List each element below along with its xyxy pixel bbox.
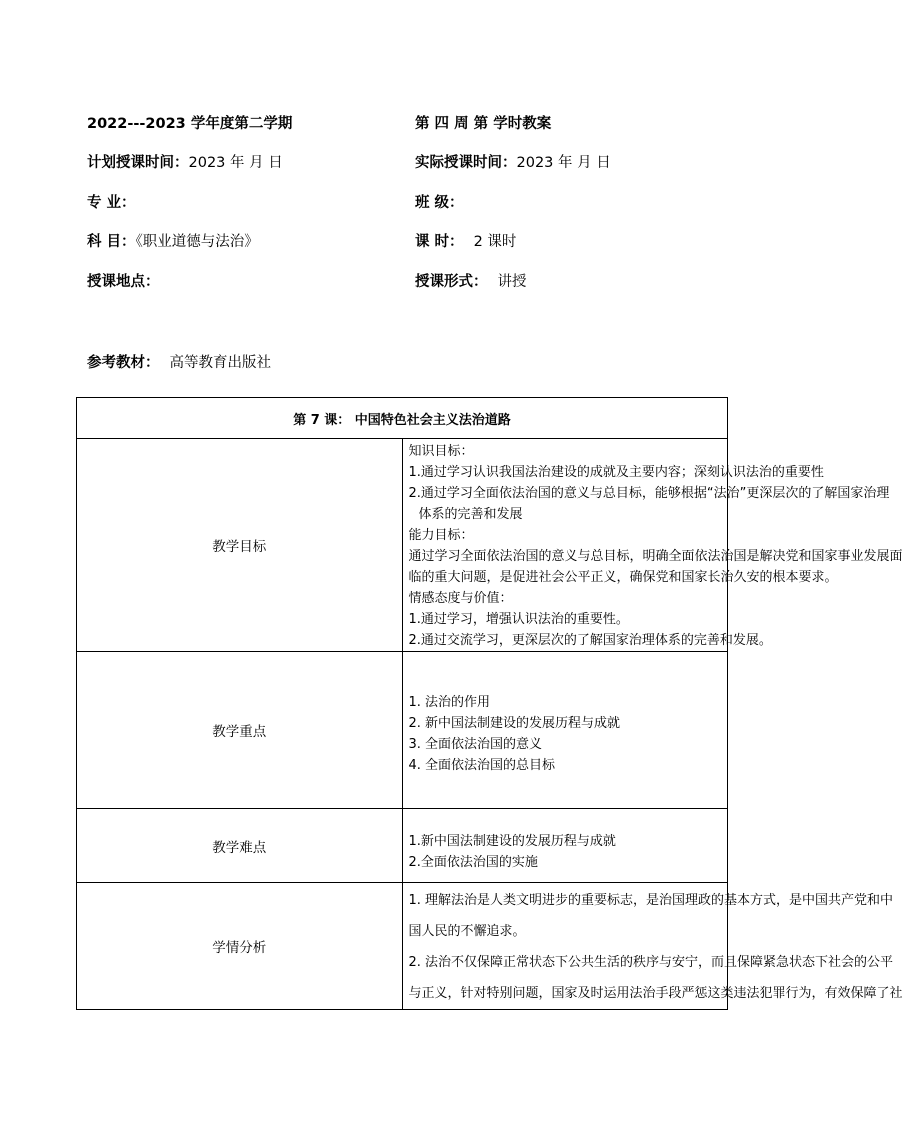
analysis-line: 与正义，针对特别问题，国家及时运用法治手段严惩这类违法犯罪行为，有效保障了社 — [408, 986, 903, 1001]
goals-line: 2.通过学习全面依法治国的意义与总目标，能够根据“法治”更深层次的了解国家治理 — [408, 486, 890, 501]
actual-time-value: 2023 年 月 日 — [516, 155, 611, 171]
lesson-title: 第 7 课： 中国特色社会主义法治道路 — [77, 398, 728, 439]
plan-time-value: 2023 年 月 日 — [188, 155, 283, 171]
major-label: 专 业： — [87, 195, 136, 211]
textbook-value: 高等教育出版社 — [169, 355, 271, 371]
goals-line: 通过学习全面依法治国的意义与总目标，明确全面依法治国是解决党和国家事业发展面 — [408, 549, 903, 564]
analysis-content — [402, 883, 903, 1010]
difficulty-row — [77, 809, 728, 883]
goals-label: 教学目标 — [77, 439, 403, 652]
goals-line: 能力目标： — [408, 528, 474, 543]
difficulty-line: 2.全面依法治国的实施 — [408, 855, 538, 870]
lesson-plan-table — [76, 397, 903, 1010]
form-label: 授课形式： — [415, 274, 488, 290]
focus-line: 3. 全面依法治国的意义 — [408, 737, 543, 752]
focus-line: 4. 全面依法治国的总目标 — [408, 758, 556, 773]
hours — [415, 232, 516, 252]
goals-line: 体系的完善和发展 — [418, 507, 523, 522]
goals-line: 2.通过交流学习，更深层次的了解国家治理体系的完善和发展。 — [408, 633, 772, 648]
goals-line: 临的重大问题，是促进社会公平正义，确保党和国家长治久安的根本要求。 — [408, 570, 838, 585]
analysis-line: 国人民的不懈追求。 — [408, 924, 526, 939]
lesson-title-row — [77, 398, 728, 439]
goals-line: 1.通过学习，增强认识法治的重要性。 — [408, 612, 629, 627]
textbook-label: 参考教材： — [87, 355, 160, 371]
focus-line: 2. 新中国法制建设的发展历程与成就 — [408, 716, 621, 731]
term-title: 2022---2023 学年度第二学期 — [87, 116, 293, 132]
difficulty-line: 1.新中国法制建设的发展历程与成就 — [408, 834, 616, 849]
goals-line: 知识目标： — [408, 444, 474, 459]
form-value: 讲授 — [497, 274, 527, 290]
form — [415, 272, 527, 292]
actual-time — [415, 153, 611, 173]
class-label: 班 级： — [415, 195, 464, 211]
focus-line: 1. 法治的作用 — [408, 695, 491, 710]
subject-value: 《职业道德与法治》 — [135, 234, 259, 250]
focus-content — [402, 652, 728, 809]
week-title: 第 四 周 第 学时教案 — [415, 116, 552, 132]
analysis-line: 1. 理解法治是人类文明进步的重要标志，是治国理政的基本方式，是中国共产党和中 — [408, 893, 894, 908]
focus-row — [77, 652, 728, 809]
plan-time — [87, 153, 283, 173]
goals-line: 情感态度与价值： — [408, 591, 513, 606]
plan-time-label: 计划授课时间： — [87, 155, 189, 171]
place-label: 授课地点： — [87, 274, 160, 290]
goals-row — [77, 439, 728, 652]
hours-value: 2 课时 — [473, 234, 517, 250]
analysis-line: 2. 法治不仅保障正常状态下公共生活的秩序与安宁，而且保障紧急状态下社会的公平 — [408, 955, 894, 970]
analysis-label: 学情分析 — [77, 883, 403, 1010]
actual-time-label: 实际授课时间： — [415, 155, 517, 171]
subject-label: 科 目： — [87, 234, 136, 250]
focus-label: 教学重点 — [77, 652, 403, 809]
textbook — [87, 353, 271, 373]
goals-line: 1.通过学习认识我国法治建设的成就及主要内容；深刻认识法治的重要性 — [408, 465, 824, 480]
difficulty-content — [402, 809, 728, 883]
hours-label: 课 时： — [415, 234, 464, 250]
goals-content — [402, 439, 903, 652]
analysis-row — [77, 883, 728, 1010]
difficulty-label: 教学难点 — [77, 809, 403, 883]
subject — [87, 232, 259, 252]
